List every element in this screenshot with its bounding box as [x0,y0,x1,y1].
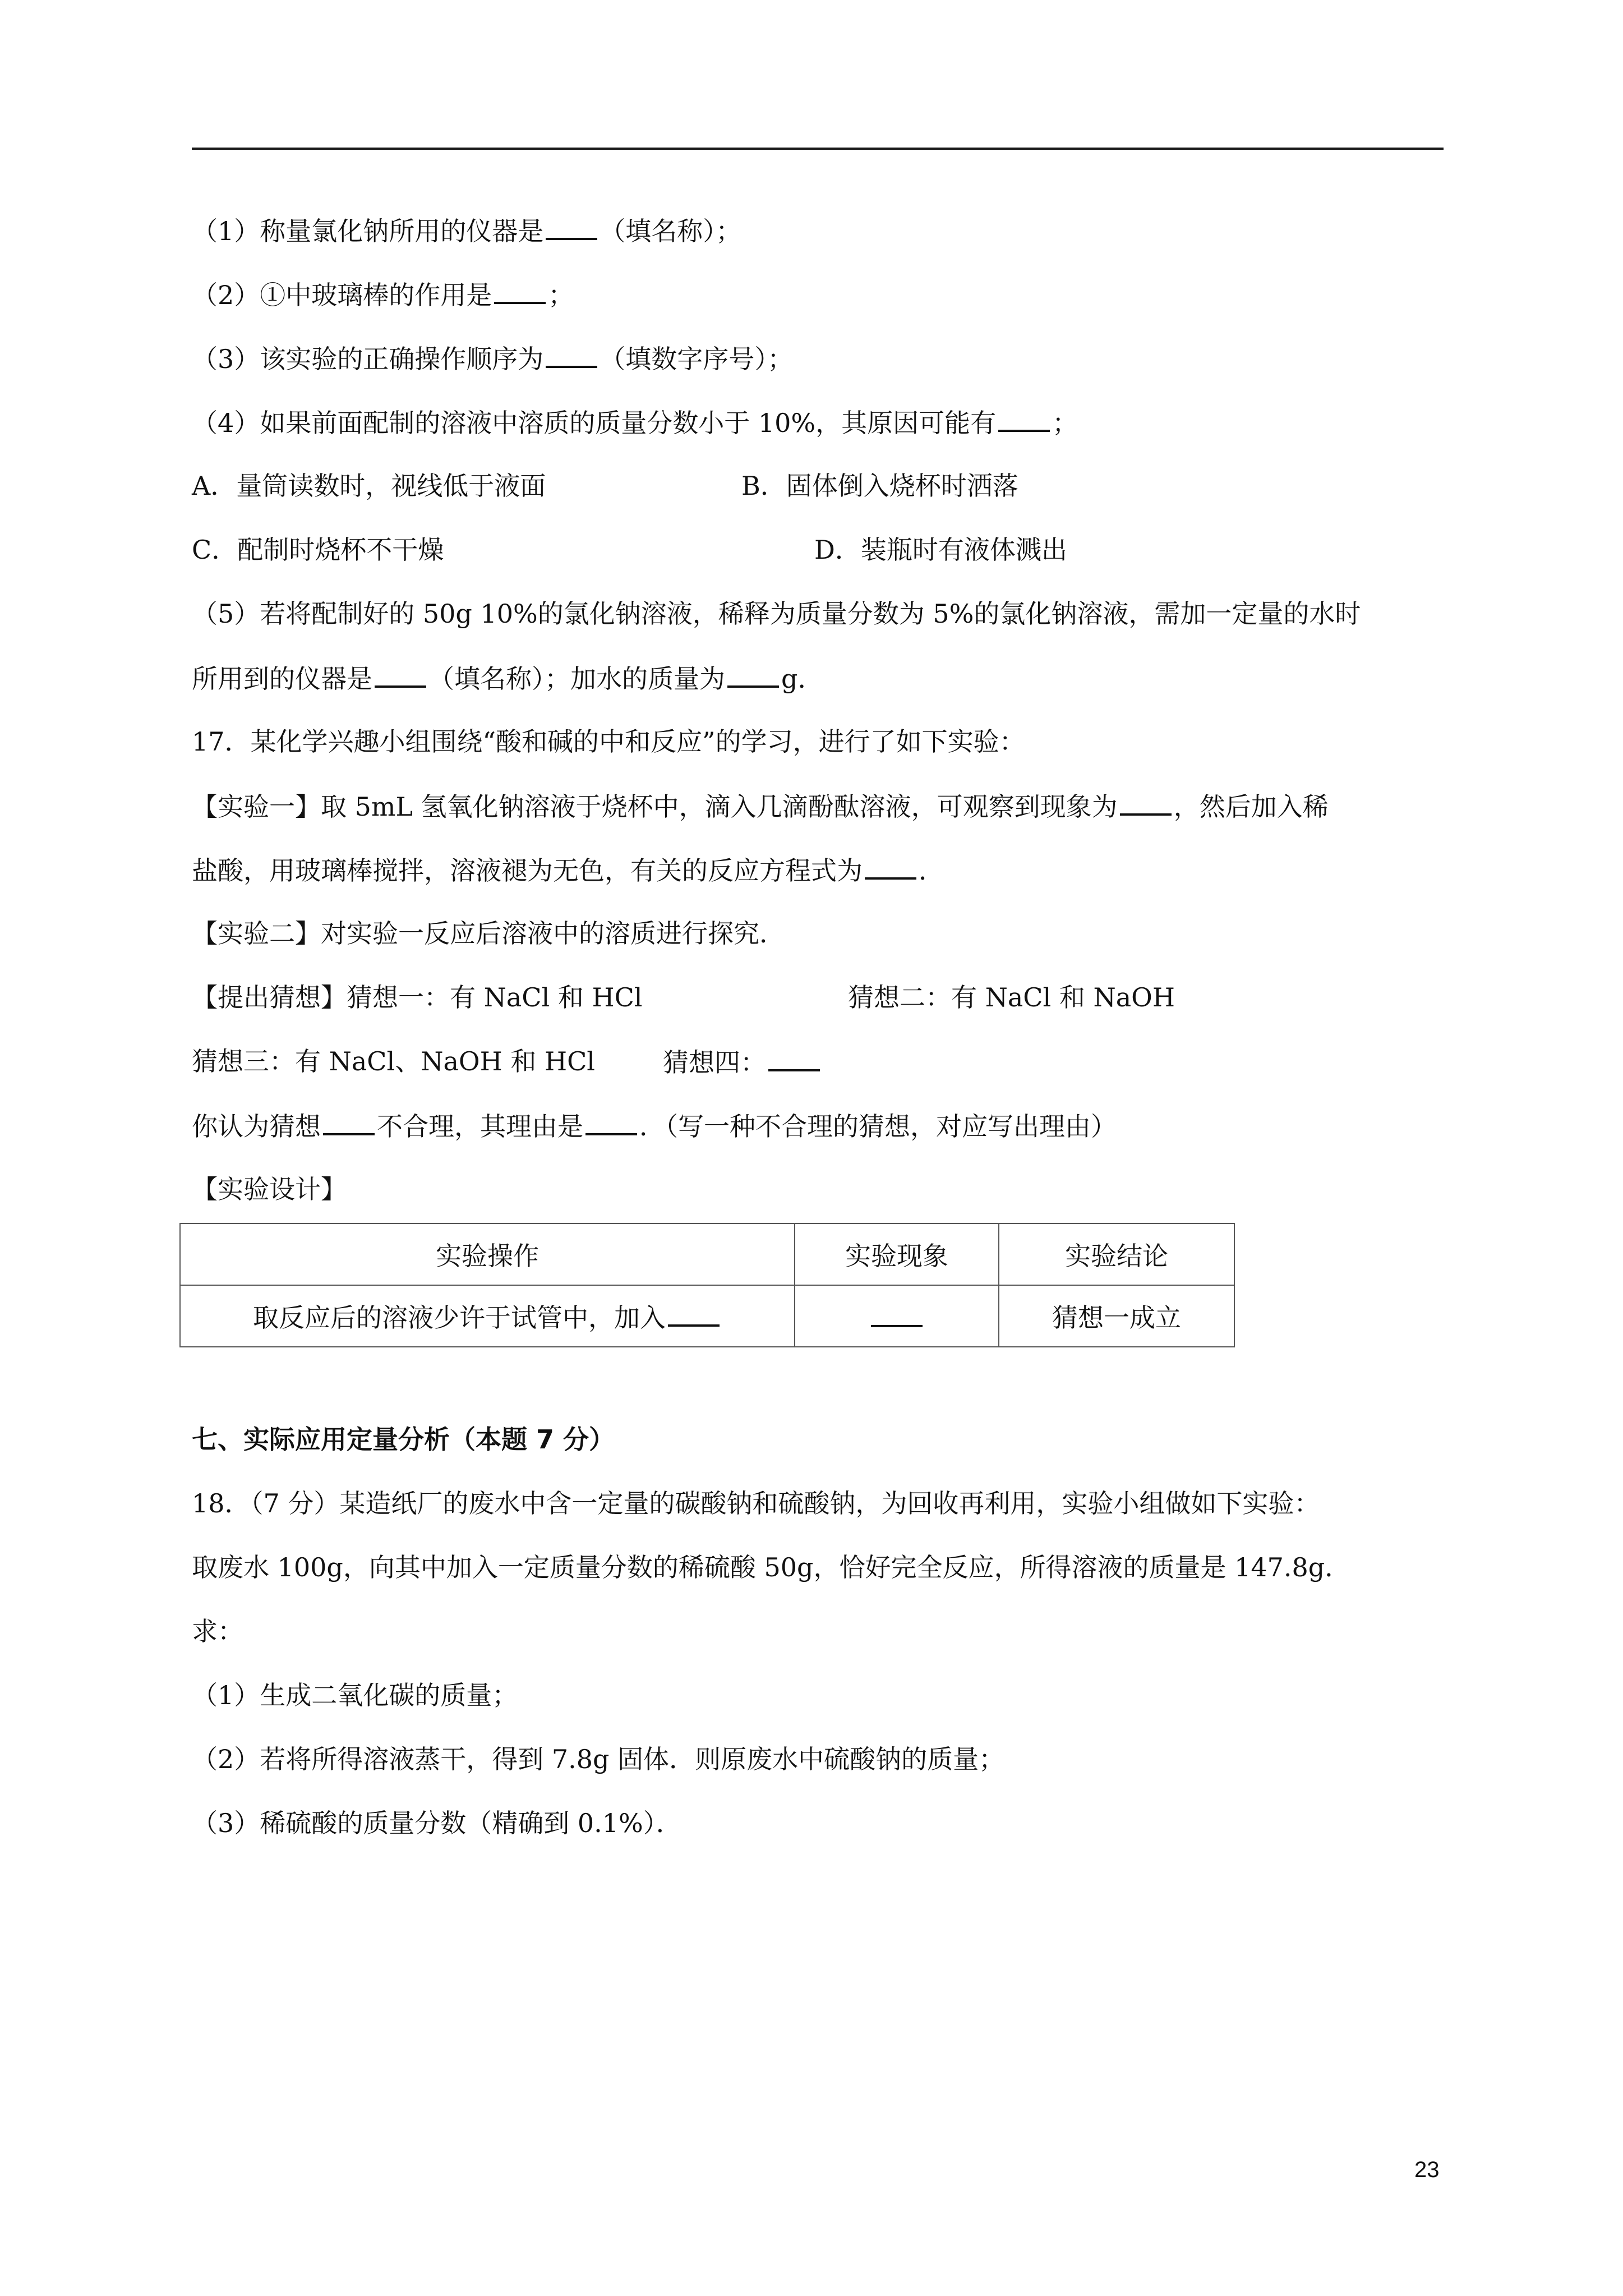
guess-3: 猜想三：有 NaCl、NaOH 和 HCl [192,1046,595,1076]
answer-blank[interactable] [546,340,597,368]
option-c: C．配制时烧杯不干燥 [192,535,444,565]
guess-1: 【提出猜想】猜想一：有 NaCl 和 HCl [192,982,643,1013]
table-row [180,1285,1234,1347]
answer-blank[interactable] [727,660,779,688]
q16-part4: （4）如果前面配制的溶液中溶质的质量分数小于 10%，其原因可能有 ； [192,404,1078,441]
table-header-row [180,1223,1234,1285]
q16-part3: （3）该实验的正确操作顺序为 （填数字序号）； [192,340,793,377]
q17-intro: 17．某化学兴趣小组围绕“酸和碱的中和反应”的学习，进行了如下实验： [192,726,1025,757]
cell-operation: 取反应后的溶液少许于试管中，加入 [180,1285,795,1347]
option-b: B．固体倒入烧杯时洒落 [741,471,1018,501]
experiment-design-label: 【实验设计】 [192,1174,347,1204]
header-rule [192,148,1444,150]
header-phenomenon: 实验现象 [795,1223,999,1285]
page-number: 23 [1414,2157,1440,2182]
experiment-2: 【实验二】对实验一反应后溶液中的溶质进行探究． [192,918,785,949]
answer-blank[interactable] [871,1299,923,1327]
answer-blank[interactable] [865,852,916,880]
option-d: D．装瓶时有液体溅出 [814,535,1067,565]
guess-2: 猜想二：有 NaCl 和 NaOH [848,982,1175,1013]
answer-blank[interactable] [668,1299,720,1327]
answer-blank[interactable] [494,276,546,304]
answer-blank[interactable] [323,1107,375,1135]
q16-part5-cont: 所用到的仪器是 （填名称）；加水的质量为 g． [192,660,823,697]
guess-4: 猜想四： [663,1043,822,1080]
answer-blank[interactable] [998,404,1050,432]
q16-part2: （2）①中玻璃棒的作用是 ； [192,276,574,313]
q18-part2: （2）若将所得溶液蒸干，得到 7.8g 固体．则原废水中硫酸钠的质量； [192,1744,1005,1774]
header-conclusion: 实验结论 [999,1223,1234,1285]
answer-blank[interactable] [375,660,426,688]
reason-line: 你认为猜想 不合理，其理由是 ．（写一种不合理的猜想，对应写出理由） [192,1107,1117,1144]
answer-blank[interactable] [1120,788,1172,816]
answer-blank[interactable] [585,1107,637,1135]
option-a: A．量筒读数时，视线低于液面 [192,471,546,501]
q18-intro-cont: 取废水 100g，向其中加入一定质量分数的稀硫酸 50g，恰好完全反应，所得溶液的质量是 147.8g． [192,1552,1351,1582]
q16-part1: （1）称量氯化钠所用的仪器是 （填名称）； [192,212,741,249]
experiment-1: 【实验一】取 5mL 氢氧化钠溶液于烧杯中，滴入几滴酚酞溶液，可观察到现象为 ，然后加入稀 [192,788,1329,825]
section-heading: 七、实际应用定量分析（本题 7 分） [192,1424,615,1455]
answer-blank[interactable] [768,1043,820,1071]
cell-conclusion: 猜想一成立 [999,1285,1234,1347]
q18-intro: 18．（7 分）某造纸厂的废水中含一定量的碳酸钠和硫酸钠，为回收再利用，实验小组做如下实验： [192,1488,1320,1519]
q18-part3: （3）稀硫酸的质量分数（精确到 0.1%）． [192,1808,682,1838]
q16-part5: （5）若将配制好的 50g 10%的氯化钠溶液，稀释为质量分数为 5%的氯化钠溶液，需加一定量的水时 [192,599,1361,629]
experiment-table [179,1223,1235,1347]
experiment-1-cont: 盐酸，用玻璃棒搅拌，溶液褪为无色，有关的反应方程式为 ． [192,852,944,889]
cell-phenomenon [795,1285,999,1347]
answer-blank[interactable] [546,212,597,240]
q18-part1: （1）生成二氧化碳的质量； [192,1680,518,1710]
header-operation: 实验操作 [180,1223,795,1285]
q18-ask: 求： [192,1616,243,1646]
